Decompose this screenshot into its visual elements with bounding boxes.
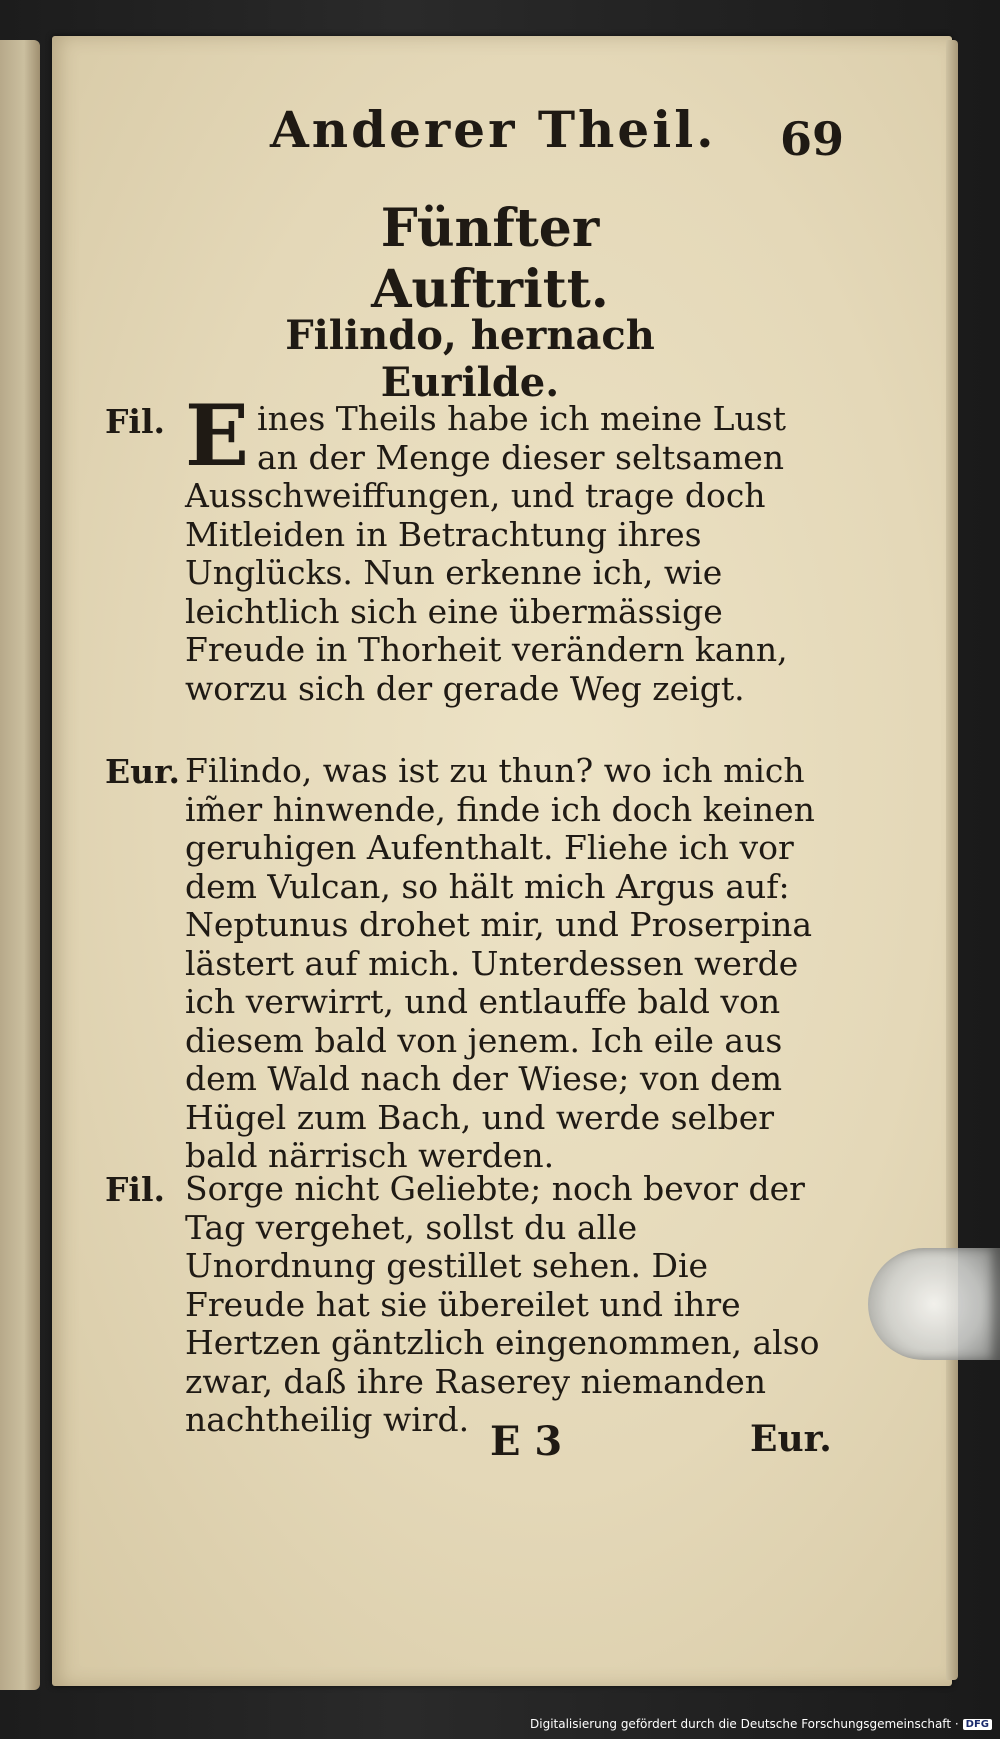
speech-block xyxy=(105,751,835,1175)
speech-text: Filindo, was ist zu thun? wo ich mich im̃er hinwende, finde ich doch keinen geruhigen Aufenthalt. Fliehe ich vor dem Vulcan, so hält mich Argus auf: Neptunus drohet mir, und Proserpina lästert auf mich. Unterdessen werde ich verwirrt, und entlauffe bald von diesem bald von jenem. Ich eile aus dem Wald nach der Wiese; von dem Hügel zum Bach, und werde selber bald närrisch werden. xyxy=(185,751,815,1175)
digitization-credit xyxy=(530,1717,992,1731)
scene-title: Fünfter Auftritt. xyxy=(371,198,609,320)
speaker-label: Fil. xyxy=(105,1170,165,1209)
page-fore-edge xyxy=(946,40,958,1680)
dfg-logo: DFG xyxy=(963,1719,992,1730)
credit-text: Digitalisierung gefördert durch die Deutsche Forschungsgemeinschaft · xyxy=(530,1717,959,1731)
catchword: Eur. xyxy=(750,1418,832,1460)
page-clip xyxy=(868,1248,1000,1360)
page-number: 69 xyxy=(780,112,845,166)
facing-page-edge xyxy=(0,40,40,1690)
speaker-label: Eur. xyxy=(105,752,180,791)
speech-block xyxy=(105,372,835,708)
signature-mark: E 3 xyxy=(490,1418,563,1465)
running-head: Anderer Theil. xyxy=(270,100,717,159)
speech-body: ines Theils habe ich meine Lust an der Menge dieser seltsamen Ausschweiffungen, und trage doch Mitleiden in Betrachtung ihres Unglücks. Nun erkenne ich, wie leichtlich sich eine übermässige Freude in Thorheit verändern kann, worzu sich der gerade Weg zeigt. xyxy=(185,399,788,708)
character-line: Filindo, hernach Eurilde. xyxy=(285,312,655,406)
speech-text: Sorge nicht Geliebte; noch bevor der Tag vergehet, sollst du alle Unordnung gestillet sehen. Die Freude hat sie übereilet und ihre Hertzen gäntzlich eingenommen, also zwar, daß ihre Raserey niemanden nachtheilig wird. xyxy=(185,1169,820,1439)
speech-text xyxy=(185,386,835,708)
speaker-label: Fil. xyxy=(105,402,165,441)
drop-cap: E xyxy=(185,386,250,485)
